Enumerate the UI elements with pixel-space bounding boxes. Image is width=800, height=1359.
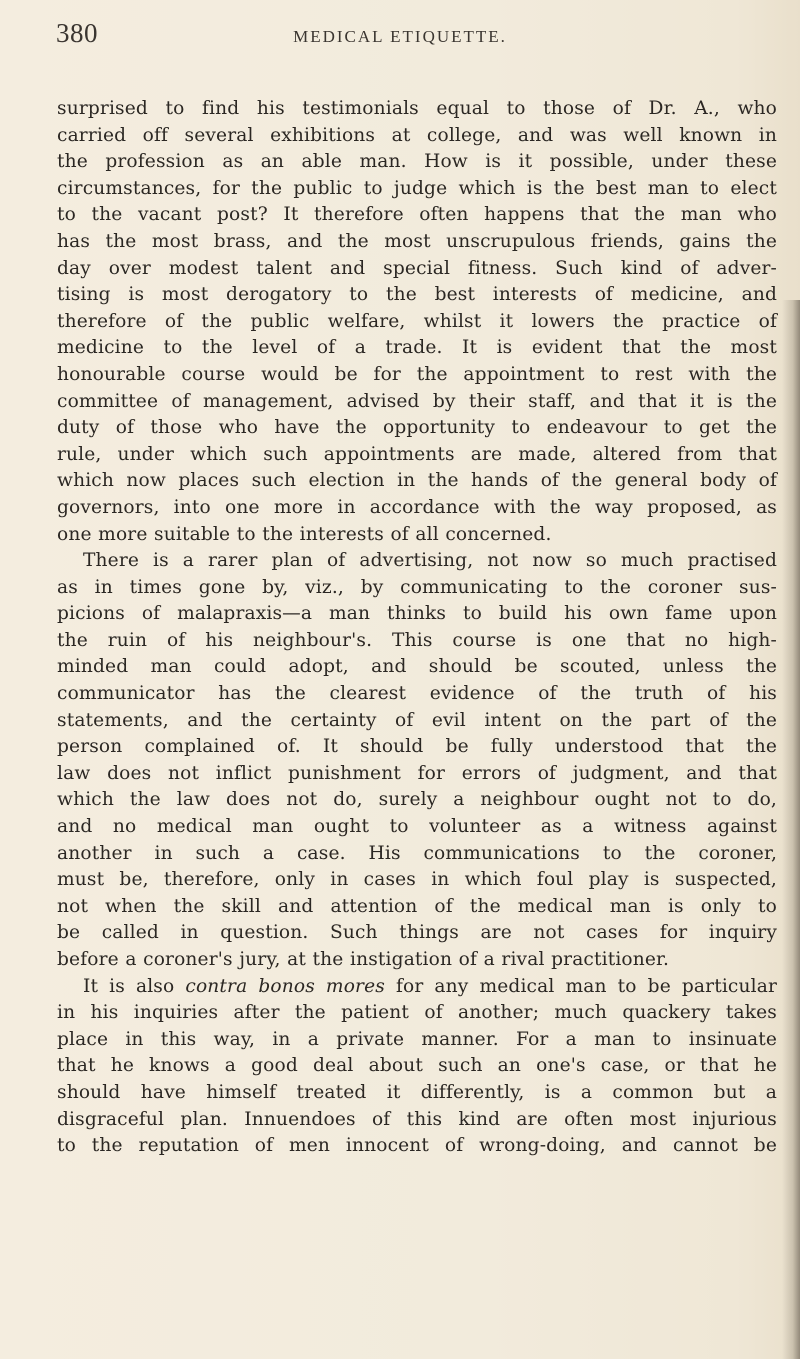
body-text <box>57 96 777 1160</box>
paragraph-line <box>57 974 777 1001</box>
paragraph-line: honourable course would be for the appointment to rest with the <box>57 363 777 385</box>
line-text: for any medical man to be particular <box>384 975 777 997</box>
paragraph-line: statements, and the certainty of evil intent on the part of the <box>57 709 777 731</box>
paragraph-line: governors, into one more in accordance with the way proposed, as <box>57 496 777 518</box>
paragraph-line: tising is most derogatory to the best interests of medicine, and <box>57 284 777 306</box>
paragraph-line: minded man could adopt, and should be scouted, unless the <box>57 656 777 678</box>
paragraph-line: committee of management, advised by their staff, and that it is the <box>57 390 777 412</box>
paragraph-line: must be, therefore, only in cases in which foul play is suspected, <box>57 869 777 891</box>
line-text: It is also <box>83 975 186 997</box>
paragraph-line: that he knows a good deal about such an one's case, or that he <box>57 1055 777 1077</box>
paragraph-line: place in this way, in a private manner. For a man to insinuate <box>57 1028 777 1050</box>
paragraph-2 <box>57 548 777 974</box>
italic-phrase: contra bonos mores <box>185 975 385 997</box>
paragraph-line: and no medical man ought to volunteer as a witness against <box>57 816 777 838</box>
paragraph-line: therefore of the public welfare, whilst it lowers the practice of <box>57 310 777 332</box>
paragraph-line: one more suitable to the interests of all concerned. <box>57 523 552 545</box>
paragraph-line: communicator has the clearest evidence of the truth of his <box>57 683 777 705</box>
paragraph-line: person complained of. It should be fully understood that the <box>57 736 777 758</box>
paragraph-line: which now places such election in the hands of the general body of <box>57 470 777 492</box>
paragraph-line: has the most brass, and the most unscrupulous friends, gains the <box>57 230 777 252</box>
paragraph-line: rule, under which such appointments are made, altered from that <box>57 443 777 465</box>
paragraph-line: circumstances, for the public to judge which is the best man to elect <box>57 177 777 199</box>
page-edge-shadow <box>782 300 800 1359</box>
paragraph-line: to the vacant post? It therefore often happens that the man who <box>57 204 777 226</box>
paragraph-line: be called in question. Such things are not cases for inquiry <box>57 922 777 944</box>
paragraph-line: the profession as an able man. How is it possible, under these <box>57 151 777 173</box>
paragraph-line: not when the skill and attention of the medical man is only to <box>57 895 777 917</box>
paragraph-line: carried off several exhibitions at college, and was well known in <box>57 124 777 146</box>
paragraph-line: law does not inflict punishment for errors of judgment, and that <box>57 762 777 784</box>
paragraph-1 <box>57 96 777 548</box>
paragraph-3 <box>57 974 777 1160</box>
paragraph-line: duty of those who have the opportunity to endeavour to get the <box>57 417 777 439</box>
paragraph-line: disgraceful plan. Innuendoes of this kind are often most injurious <box>57 1108 777 1130</box>
paragraph-line: to the reputation of men innocent of wrong-doing, and cannot be <box>57 1135 777 1157</box>
paragraph-line: which the law does not do, surely a neighbour ought not to do, <box>57 789 777 811</box>
paragraph-line: as in times gone by, viz., by communicating to the coroner sus- <box>57 576 777 598</box>
page-number: 380 <box>56 18 98 48</box>
paragraph-line: another in such a case. His communications to the coroner, <box>57 842 777 864</box>
running-title: MEDICAL ETIQUETTE. <box>293 27 507 46</box>
paragraph-line: picions of malapraxis—a man thinks to build his own fame upon <box>57 603 777 625</box>
paragraph-line: before a coroner's jury, at the instigation of a rival practitioner. <box>57 949 670 970</box>
paragraph-line: medicine to the level of a trade. It is evident that the most <box>57 337 777 359</box>
paragraph-line: day over modest talent and special fitness. Such kind of adver- <box>57 257 777 279</box>
paragraph-line: should have himself treated it differently, is a common but a <box>57 1081 777 1103</box>
paragraph-line: There is a rarer plan of advertising, not now so much practised <box>83 550 777 572</box>
paragraph-line: surprised to find his testimonials equal to those of Dr. A., who <box>57 98 777 119</box>
paragraph-line: in his inquiries after the patient of another; much quackery takes <box>57 1002 777 1024</box>
paragraph-line: the ruin of his neighbour's. This course is one that no high- <box>57 629 777 651</box>
